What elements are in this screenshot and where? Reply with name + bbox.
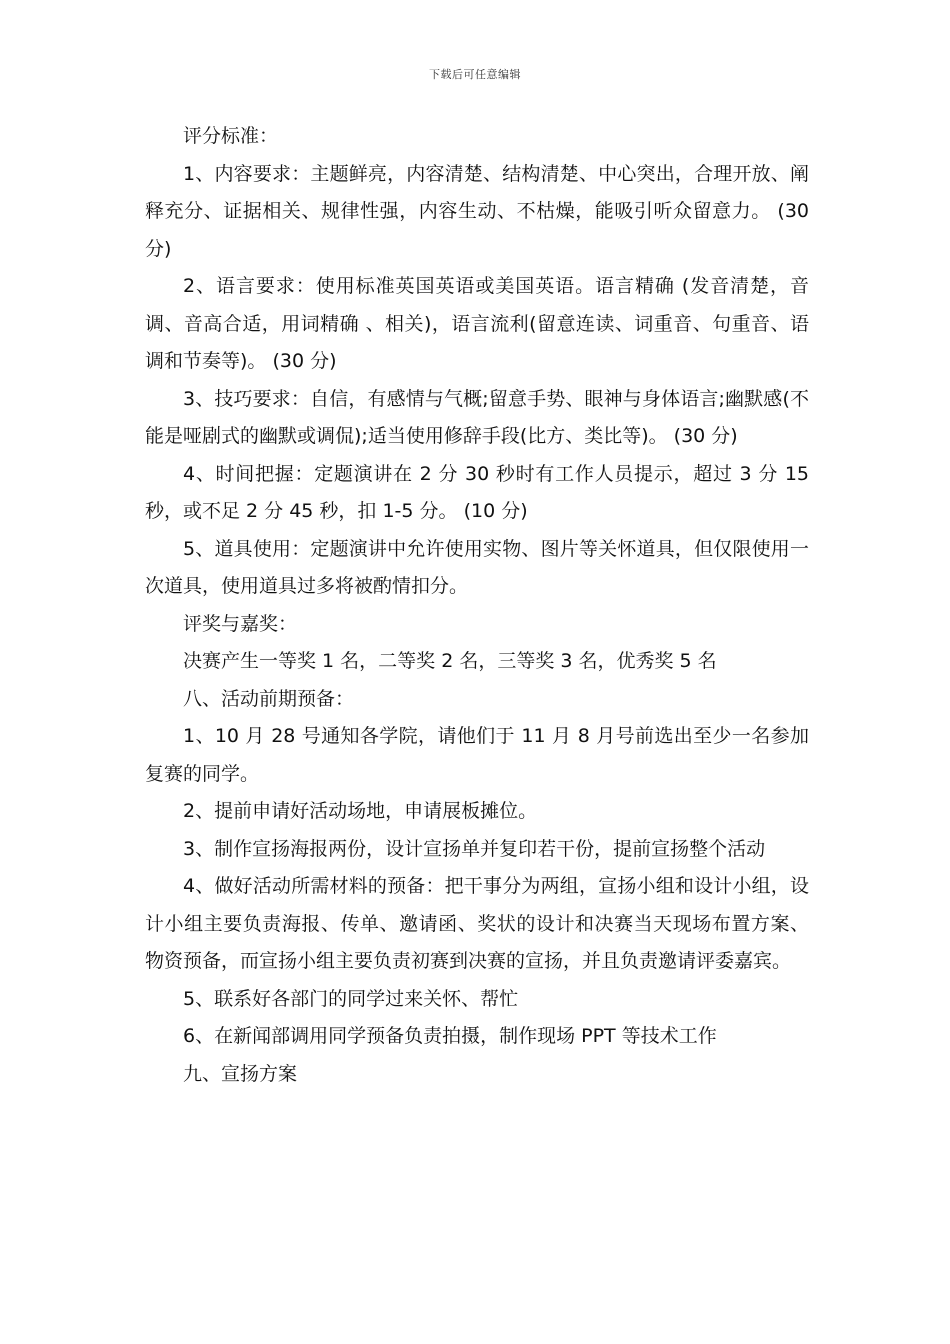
- paragraph-section-eight: 八、活动前期预备：: [183, 687, 355, 710]
- paragraph-section-nine: 九、宣扬方案: [183, 1062, 298, 1085]
- paragraph-prep-1: 1、10 月 28 号通知各学院，请他们于 11 月 8 月号前选出至少一名参加复赛的同学。: [145, 725, 809, 785]
- paragraph-prep-5: 5、联系好各部门的同学过来关怀、帮忙: [183, 987, 519, 1010]
- paragraph-skill-requirements: 3、技巧要求：自信，有感情与气概;留意手势、眼神与身体语言;幽默感(不能是哑剧式的幽默或调侃);适当使用修辞手段(比方、类比等)。 (30 分): [145, 387, 809, 447]
- paragraph-scoring-title: 评分标准：: [183, 125, 279, 147]
- paragraph-prep-6: 6、在新闻部调用同学预备负责拍摄，制作现场 PPT 等技术工作: [183, 1025, 717, 1047]
- page-header: 下载后可任意编辑: [429, 68, 521, 81]
- paragraph-prep-4: 4、做好活动所需材料的预备：把干事分为两组，宣扬小组和设计小组，设计小组主要负责海报、传单、邀请函、奖状的设计和决赛当天现场布置方案、物资预备，而宣扬小组主要负责初赛到决赛的宣扬，并且负责邀请评委嘉宾。: [145, 875, 809, 972]
- paragraph-awards-detail: 决赛产生一等奖 1 名，二等奖 2 名，三等奖 3 名，优秀奖 5 名: [183, 650, 717, 672]
- document-body: [145, 118, 809, 1093]
- paragraph-language-requirements: 2、语言要求：使用标准英国英语或美国英语。语言精确 (发音清楚，音调、音高合适，用词精确 、相关)，语言流利(留意连读、词重音、句重音、语调和节奏等)。 (30 分): [145, 275, 809, 372]
- paragraph-prep-3: 3、制作宣扬海报两份，设计宣扬单并复印若干份，提前宣扬整个活动: [183, 837, 766, 860]
- paragraph-time-control: 4、时间把握：定题演讲在 2 分 30 秒时有工作人员提示，超过 3 分 15 秒，或不足 2 分 45 秒，扣 1-5 分。 (10 分): [145, 462, 809, 522]
- paragraph-content-requirements: 1、内容要求：主题鲜亮，内容清楚、结构清楚、中心突出，合理开放、阐释充分、证据相关、规律性强，内容生动、不枯燥，能吸引听众留意力。 (30 分): [145, 162, 809, 260]
- paragraph-awards-title: 评奖与嘉奖：: [183, 612, 298, 635]
- paragraph-props-usage: 5、道具使用：定题演讲中允许使用实物、图片等关怀道具，但仅限使用一次道具，使用道具过多将被酌情扣分。: [145, 537, 809, 597]
- paragraph-prep-2: 2、提前申请好活动场地，申请展板摊位。: [183, 800, 538, 822]
